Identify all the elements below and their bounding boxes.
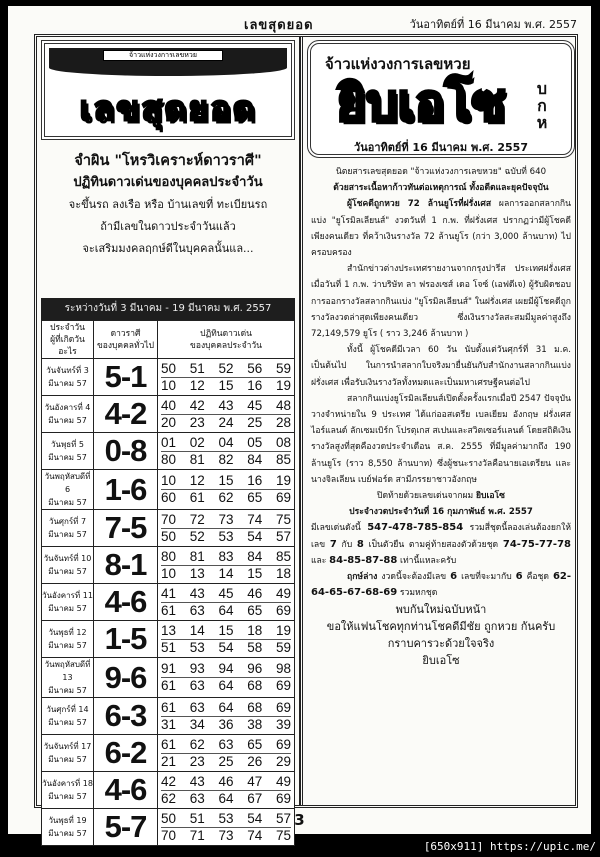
intro-text: จะขึ้นรถ ลงเรือ หรือ บ้านเลขที่ ทะเบียนรถ xyxy=(68,198,268,211)
numbers-row-2: 61 63 64 65 69 xyxy=(161,602,291,618)
numbers-cell xyxy=(158,698,295,735)
pair-cell: 8-1 xyxy=(94,547,158,584)
numbers-row-2: 51 53 54 58 59 xyxy=(161,639,291,655)
pair-cell: 6-3 xyxy=(94,698,158,735)
masthead-logo: เลขสุดยอด xyxy=(79,89,257,129)
header-numbers: ปฏิทินดาวเด่น ของบุคคลประจำวัน xyxy=(158,321,295,359)
numbers-row-2: 21 23 25 26 29 xyxy=(161,753,291,769)
numbers-row-2: 20 23 24 25 28 xyxy=(161,414,291,430)
right-masthead xyxy=(307,40,575,158)
content-frame xyxy=(34,34,578,844)
numbers-row-1: 40 42 43 45 48 xyxy=(161,397,291,413)
numbers-row-2: 50 52 53 54 57 xyxy=(161,528,291,544)
table-row xyxy=(42,470,295,510)
numbers-row-2: 61 63 64 68 69 xyxy=(161,678,291,693)
numbers-cell xyxy=(158,359,295,396)
table-row xyxy=(42,510,295,547)
day-cell: วันพฤหัสบดีที่ 6 มีนาคม 57 xyxy=(42,470,94,510)
sign-off: พบกันใหม่ฉบับหน้า ขอให้แฟนโชคทุกท่านโชคดีมีชัย ถูกหวย กันครับ กราบคารวะด้วยใจจริง ยิบเอโซ xyxy=(311,601,571,669)
article-intro: ด้วยสาระเนื้อหาก้าวทันต่อเหตุการณ์ ทั้งอดีตและยุคปัจจุบัน xyxy=(333,183,549,194)
numbers-cell xyxy=(158,621,295,658)
day-cell: วันพุธที่ 19 มีนาคม 57 xyxy=(42,809,94,846)
numbers-cell xyxy=(158,584,295,621)
numbers-cell xyxy=(158,396,295,433)
numbers-row-1: 01 02 04 05 08 xyxy=(161,434,291,450)
day-cell: วันอังคารที่ 11 มีนาคม 57 xyxy=(42,584,94,621)
numbers-row-2: 31 34 36 38 39 xyxy=(161,716,291,732)
pair-cell: 7-5 xyxy=(94,510,158,547)
numbers-row-1: 13 14 15 18 19 xyxy=(161,622,291,638)
horoscope-intro xyxy=(41,150,295,260)
day-cell: วันอังคารที่ 4 มีนาคม 57 xyxy=(42,396,94,433)
table-header-row xyxy=(42,321,295,359)
numbers-row-1: 41 43 45 46 49 xyxy=(161,585,291,601)
numbers-row-1: 61 62 63 65 69 xyxy=(161,736,291,752)
vertical-label: บ ก ห xyxy=(536,79,548,132)
draw-date: ประจำงวดประจำวันที่ 16 กุมภาพันธ์ พ.ศ. 2557 xyxy=(349,507,533,518)
article-body xyxy=(311,164,571,669)
date-range-bar: ระหว่างวันที่ 3 มีนาคม - 19 มีนาคม พ.ศ. 2557 xyxy=(41,298,295,320)
numbers-cell xyxy=(158,547,295,584)
pair-cell: 1-5 xyxy=(94,621,158,658)
intro-subheadline: ปฏิทินดาวเด่นของบุคคลประจำวัน xyxy=(73,175,263,190)
pair-cell: 6-2 xyxy=(94,735,158,772)
table-row xyxy=(42,735,295,772)
numbers-cell xyxy=(158,510,295,547)
table-row xyxy=(42,698,295,735)
numbers-row-2: 60 61 62 65 69 xyxy=(161,490,291,505)
running-head-date: วันอาทิตย์ที่ 16 มีนาคม พ.ศ. 2557 xyxy=(409,18,577,31)
intro-text: ถ้ามีเลขในดาวประจำวันแล้ว xyxy=(100,220,236,233)
numbers-cell xyxy=(158,433,295,470)
pair-cell: 5-7 xyxy=(94,809,158,846)
numbers-cell xyxy=(158,470,295,510)
header-pair: ดาวราศี ของบุคคลทั่วไป xyxy=(94,321,158,359)
numbers-cell xyxy=(158,735,295,772)
page-number: 3 xyxy=(294,811,305,829)
lucky-numbers: 547-478-785-854 xyxy=(367,522,464,534)
article-paragraph: สำนักข่าวต่างประเทศรายงานจากกรุงปารีส ประเทศฝรั่งเศส เมื่อวันที่ 1 ก.พ. ว่าบริษัท ลา ฟรองเซส์ เดอ โจซ์ (เอฟดีเจ) ผู้รับผิดชอบการออกรางวัลสลากกินแบ่ง "ยูโรมิลเลียนส์" ในฝรั่งเศส เผยมีผู้โชคดีถูกรางวัลงวดล่าสุดเพียงคนเดียว ซึ่งเงินรางวัลสะสมมีมูลค่าสูงถึง 72,149,579 ยูโร ( ราว 3,246 ล้านบาท ) xyxy=(311,264,571,340)
lucky-numbers-paragraph: มีเลขเด่นดังนี้ 547-478-785-854 รวมสี่ชุดนี้ลองเล่นต้องยกให้เลข 7 กับ 8 เป็นตัวยืน ตามคู่ท้ายสองตัวด้วยชุด 74-75-77-78 และ 84-85-87-88 เท่านี้แหละครับ xyxy=(311,522,571,566)
day-cell: วันจันทร์ที่ 17 มีนาคม 57 xyxy=(42,735,94,772)
day-cell: วันพฤหัสบดีที่ 13 มีนาคม 57 xyxy=(42,658,94,698)
masthead-tag: จ้าวแห่งวงการเลขหวย xyxy=(103,50,223,61)
table-row xyxy=(42,547,295,584)
numbers-cell xyxy=(158,772,295,809)
table-row xyxy=(42,621,295,658)
table-row xyxy=(42,359,295,396)
pair-cell: 5-1 xyxy=(94,359,158,396)
numbers-row-1: 50 51 53 54 57 xyxy=(161,810,291,826)
column-divider xyxy=(299,37,303,805)
pair-cell: 4-2 xyxy=(94,396,158,433)
right-column xyxy=(307,40,575,804)
intro-headline: จำผิน "โหรวิเคราะห์ดาวราศี" xyxy=(74,153,262,169)
table-row xyxy=(42,433,295,470)
numbers-row-1: 10 12 15 16 19 xyxy=(161,473,291,488)
numbers-row-1: 61 63 64 68 69 xyxy=(161,699,291,715)
intro-text: จะเสริมมงคลฤกษ์ดีในบุคคลนั้นแล... xyxy=(82,242,254,255)
watermark: [650x911] https://upic.me/ xyxy=(423,840,596,853)
masthead-date: วันอาทิตย์ที่ 16 มีนาคม พ.ศ. 2557 xyxy=(354,141,528,154)
header-day: ประจำวัน ผู้ที่เกิดวันอะไร xyxy=(42,321,94,359)
running-head-title: เลขสุดยอด xyxy=(244,18,314,33)
article-paragraph: ผู้โชคดีถูกหวย 72 ล้านยูโรที่ฝรั่งเศส ผลการออกสลากกินแบ่ง "ยูโรมิลเลียนส์" งวดวันที่ 1 ก.พ. ที่ฝรั่งเศส ปรากฏว่ามีผู้โชคดีเพียงคนเดียว ที่คว้าเงินรางวัล 72 ล้านยูโร (กว่า 3,000 ล้านบาท) ไปครอบครอง xyxy=(311,199,571,259)
numbers-row-2: 62 63 64 67 69 xyxy=(161,790,291,806)
author-signature: ยิบเอโซ xyxy=(422,654,460,668)
left-column xyxy=(41,40,295,844)
running-head xyxy=(8,14,591,32)
article-paragraph: สลากกินแบ่งยูโรมิลเลียนส์เปิดตั้งครั้งแรกเมื่อปี 2547 ปัจจุบันวางจำหน่ายใน 9 ประเทศ ได้แก่ออสเตรีย เบลเยียม อังกฤษ ฝรั่งเศส ไอร์แลนด์ ลักเซมเบิร์ก โปรตุเกส สเปนและสวิตเซอร์แลนด์ โดยสถิติเงินรางวัลสูงที่สุดคืองวดประจำเดือน ส.ค. 2555 ที่มีมูลค่ามากถึง 190 ล้านยูโร (ราว 8,550 ล้านบาท) ซึ่งผู้ชนะรางวัลคือนายเอเดรียน และนางจิลเลียน เบย์ฟอร์ด สามีภรรยาชาวอังกฤษ xyxy=(311,393,571,485)
numbers-row-1: 70 72 73 74 75 xyxy=(161,511,291,527)
article-paragraph: ทั้งนี้ ผู้โชคดีมีเวลา 60 วัน นับตั้งแต่วันศุกร์ที่ 31 ม.ค. เป็นต้นไป ในการนำสลากใบจริงมายื่นยันกับสำนักงานสลากกินแบ่งฝรั่งเศส เพื่อรับเงินรางวัลทั้งหมดและเป็นมหาเศรษฐีคนต่อไป xyxy=(311,345,571,388)
pair-cell: 4-6 xyxy=(94,584,158,621)
numbers-row-2: 80 81 82 84 85 xyxy=(161,451,291,467)
numbers-row-2: 10 12 15 16 19 xyxy=(161,377,291,393)
numbers-row-1: 42 43 46 47 49 xyxy=(161,773,291,789)
pair-cell: 0-8 xyxy=(94,433,158,470)
numbers-row-2: 10 13 14 15 18 xyxy=(161,565,291,581)
pair-cell: 9-6 xyxy=(94,658,158,698)
numbers-cell xyxy=(158,658,295,698)
day-cell: วันศุกร์ที่ 14 มีนาคม 57 xyxy=(42,698,94,735)
day-cell: วันศุกร์ที่ 7 มีนาคม 57 xyxy=(42,510,94,547)
newspaper-page xyxy=(8,6,591,844)
day-cell: วันพุธที่ 12 มีนาคม 57 xyxy=(42,621,94,658)
table-row xyxy=(42,658,295,698)
left-masthead xyxy=(41,40,295,140)
article-intro: นิตยสารเลขสุดยอด "จ้าวแห่งวงการเลขหวย" ฉบับที่ 640 xyxy=(335,167,547,177)
table-row xyxy=(42,584,295,621)
lower-numbers-paragraph: ฤกษ์ล่าง งวดนี้จะต้องมีเลข 6 เลขที่จะมากับ 6 คือชุด 62-64-65-67-68-69 รวมหกชุด xyxy=(311,571,572,599)
day-cell: วันพุธที่ 5 มีนาคม 57 xyxy=(42,433,94,470)
numbers-row-1: 80 81 83 84 85 xyxy=(161,548,291,564)
table-row xyxy=(42,772,295,809)
numbers-row-1: 50 51 52 56 59 xyxy=(161,360,291,376)
table-row xyxy=(42,396,295,433)
masthead-kicker: จ้าวแห่งวงการเลขหวย xyxy=(325,55,471,73)
horoscope-table xyxy=(41,320,295,846)
pair-cell: 1-6 xyxy=(94,470,158,510)
day-cell: วันจันทร์ที่ 3 มีนาคม 57 xyxy=(42,359,94,396)
day-cell: วันจันทร์ที่ 10 มีนาคม 57 xyxy=(42,547,94,584)
article-lead: ผู้โชคดีถูกหวย 72 ล้านยูโรที่ฝรั่งเศส xyxy=(347,199,492,210)
day-cell: วันอังคารที่ 18 มีนาคม 57 xyxy=(42,772,94,809)
columnist-logo: ยิบเอโซ xyxy=(336,74,506,132)
numbers-row-2: 70 71 73 74 75 xyxy=(161,827,291,843)
article-closing: ปิดท้ายด้วยเลขเด่นจากผม ยิบเอโซ xyxy=(376,491,506,502)
pair-cell: 4-6 xyxy=(94,772,158,809)
numbers-row-1: 91 93 94 96 98 xyxy=(161,661,291,676)
